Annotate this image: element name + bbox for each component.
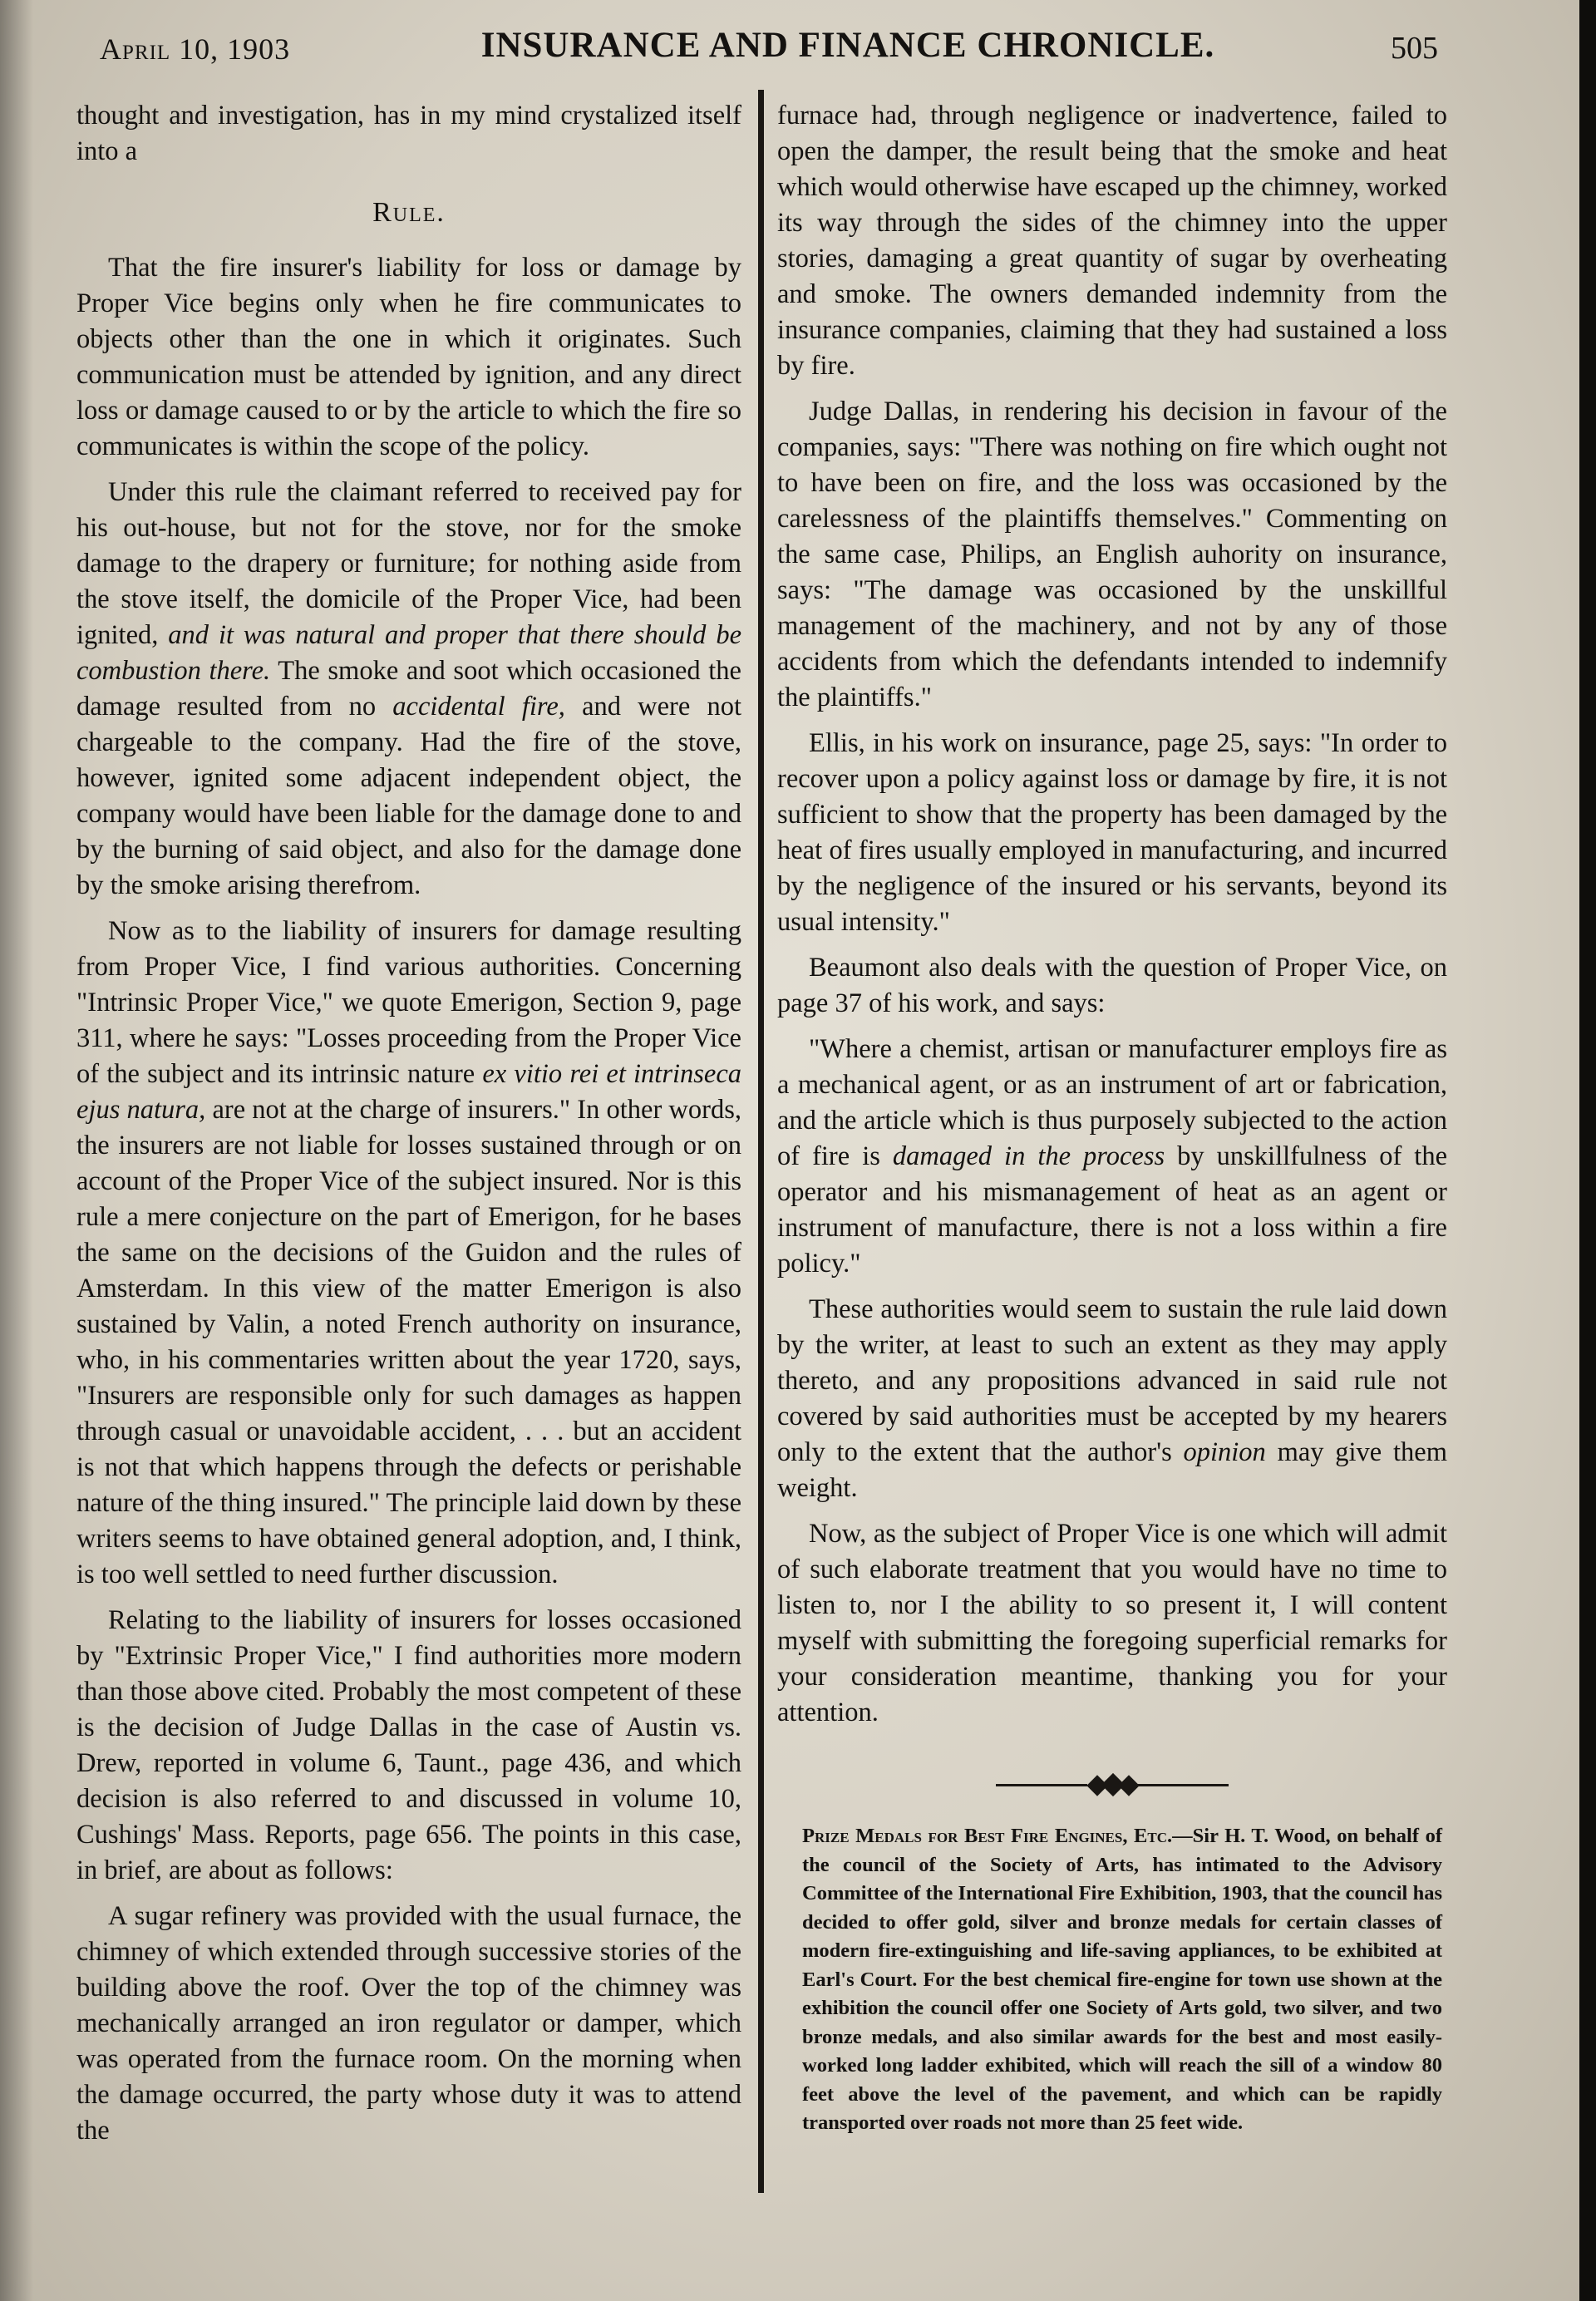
text-run: by unskillfulness of the operator and his mismanagement of heat as an agent or instrument of manufacture, there is not a loss within a fire policy.": [777, 1141, 1448, 1279]
header-title: INSURANCE AND FINANCE CHRONICLE.: [480, 26, 1215, 65]
right-column: [777, 98, 1447, 2138]
paragraph: A sugar refinery was provided with the usual furnace, the chimney of which extended through successive stories of the building above the roof. Over the top of the chimney was mechanically arranged an iron regulator or damper, which was operated from the furnace room. On the morning when the damage occurred, the party whose duty it was to attend the: [76, 1901, 741, 2146]
text-run: Under this rule the claimant referred to received pay for his out-house, but not for the stove, nor for the smoke damage to the drapery or furniture; for nothing aside from the stove itself, the domicile of the Proper Vice, had been ignited,: [76, 477, 741, 650]
paragraph: furnace had, through negligence or inadvertence, failed to open the damper, the result being that the smoke and heat which would otherwise have escaped up the chimney, worked its way through the sides of the chimney into the upper stories, damaging a great quantity of sugar by overheating and smoke. The owners demanded indemnity from the insurance companies, claiming that they had sustained a loss by fire.: [777, 101, 1447, 381]
text-run: The smoke and soot which occasioned the damage resulted from no: [76, 656, 741, 722]
header-page-number: 505: [1391, 31, 1438, 66]
paragraph: Relating to the liability of insurers for losses occasioned by "Extrinsic Proper Vice," I find authorities more modern than those above cited. Probably the most competent of these is the decision of Judge Dallas in the case of Austin vs. Drew, reported in volume 6, Taunt., page 436, and which decision is also referred to and discussed in volume 10, Cushings' Mass. Reports, page 656. The points in this case, in brief, are about as follows:: [76, 1605, 741, 1885]
paragraph: That the fire insurer's liability for loss or damage by Proper Vice begins only when he fire communicates to objects other than the one in which it originates. Such communication must be attended by ignition, and any direct loss or damage caused to or by the article to which the fire so communicates is within the scope of the policy.: [76, 253, 741, 461]
section-ornament: [996, 1772, 1229, 1797]
rule-heading: Rule.: [372, 197, 446, 228]
paragraph: thought and investigation, has in my mind crystalized itself into a: [76, 101, 741, 166]
ornament-diamond: [1118, 1775, 1139, 1796]
header-date: April 10, 1903: [100, 32, 291, 66]
paragraph: Judge Dallas, in rendering his decision in favour of the companies, says: "There was nothing on fire which ought not to have been on fire, and the loss was occasioned by the carelessness of the plaintiffs themselves." Commenting on the same case, Philips, an English auhority on insurance, says: "The damage was occasioned by the unskillful management of the machinery, and not by any of those accidents from which the defendants intended to indemnify the plaintiffs.": [777, 397, 1447, 712]
paragraph: Now, as the subject of Proper Vice is one which will admit of such elaborate treatment that you would have no time to listen to, nor I the ability to so present it, I will content myself with submitting the foregoing superficial remarks for your consideration meantime, thanking you for your attention.: [777, 1519, 1447, 1727]
italic-run: ex vitio rei et intrinseca ejus natura,: [76, 1059, 741, 1125]
left-column: [76, 98, 741, 2159]
italic-run: and it was natural and proper that there should be combustion there.: [76, 620, 741, 686]
text-run: "Where a chemist, artisan or manufacturer employs fire as a mechanical agent, or as an instrument of art or fabrication, and the article which is thus purposely subjected to the action of fire is: [777, 1034, 1447, 1171]
paragraph: Beaumont also deals with the question of Proper Vice, on page 37 of his work, and says:: [777, 953, 1447, 1018]
text-run: may give them weight.: [777, 1437, 1447, 1503]
italic-run: accidental fire,: [392, 692, 565, 722]
ornament-line: [1137, 1784, 1229, 1786]
notice-body: —Sir H. T. Wood, on behalf of the council of the Society of Arts, has intimated to the Advisory Committee of the International Fire Exhibition, 1903, that the council has decided to offer gold, silver and bronze medals for certain classes of modern fire-extinguishing and life-saving appliances, to be exhibited at Earl's Court. For the best chemical fire-engine for town use shown at the exhibition the council offer one Society of Arts gold, two silver, and two bronze medals, and also similar awards for the best and most easily-worked long ladder exhibited, which will reach the sill of a window 80 feet above the level of the pavement, and which can be rapidly transported over roads not more than 25 feet wide.: [802, 1825, 1442, 2134]
paragraph: Ellis, in his work on insurance, page 25, says: "In order to recover upon a policy against loss or damage by fire, it is not sufficient to show that the property has been damaged by the heat of fires usually employed in manufacturing, and incurred by the negligence of the insured or his servants, beyond its usual intensity.": [777, 728, 1447, 937]
text-run: and were not chargeable to the company. Had the fire of the stove, however, ignited some adjacent independent object, the company would have been liable for the damage done to and by the burning of said object, and also for the damage done by the smoke arising therefrom.: [76, 692, 742, 900]
text-run: are not at the charge of insurers." In other words, the insurers are not liable for losses sustained through or on account of the Proper Vice of the subject insured. Nor is this rule a mere conjecture on the part of Emerigon, for he bases the same on the decisions of the Guidon and the rules of Amsterdam. In this view of the matter Emerigon is also sustained by Valin, a noted French authority on insurance, who, in his commentaries written about the year 1720, says, "Insurers are responsible only for such damages as happen through casual or unavoidable accident, . . . but an accident is not that which happens through the defects or perishable nature of the thing insured." The principle laid down by these writers seems to have obtained general adoption, and, I think, is too well settled to need further discussion.: [76, 1095, 741, 1589]
page-edge-shadow: [0, 0, 33, 2301]
paragraph: [777, 1292, 1447, 1506]
text-run: These authorities would seem to sustain the rule laid down by the writer, at least to such an extent as they may apply thereto, and any propositions advanced in said rule not covered by said authorities must be accepted by my hearers only to the extent that the author's: [777, 1294, 1447, 1467]
paragraph: [76, 914, 741, 1593]
column-divider: [758, 90, 764, 2193]
page-header: [100, 25, 1438, 75]
paragraph: [777, 1032, 1447, 1282]
ornament-line: [996, 1784, 1087, 1786]
italic-run: damaged in the process: [892, 1141, 1165, 1171]
paragraph: [76, 475, 741, 904]
italic-run: opinion: [1183, 1437, 1266, 1467]
notice-heading: Prize Medals for Best Fire Engines, Etc.: [802, 1825, 1173, 1847]
text-run: Now as to the liability of insurers for damage resulting from Proper Vice, I find various authorities. Concerning "Intrinsic Proper Vice," we quote Emerigon, Section 9, page 311, where he says: "Losses proceeding from the Proper Vice of the subject and its intrinsic nature: [76, 916, 741, 1089]
news-notice: [777, 1822, 1447, 2138]
